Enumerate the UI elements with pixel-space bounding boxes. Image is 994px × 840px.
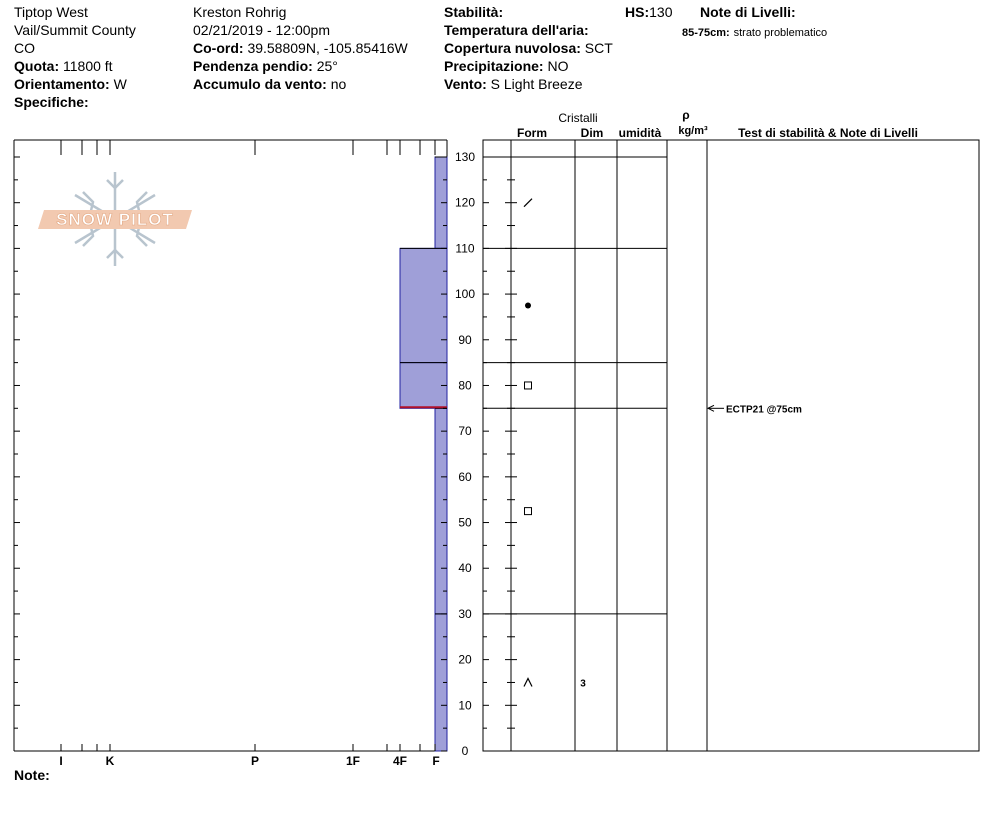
size-header: Dim <box>580 126 604 140</box>
specifics-label: Specifiche: <box>14 94 89 110</box>
slope-label: Pendenza pendio: <box>193 58 313 74</box>
faceted-crystals-icon <box>525 508 532 515</box>
hardness-label-4F: 4F <box>392 754 408 768</box>
depth-axis <box>455 150 475 758</box>
moisture-header: umidità <box>618 126 662 140</box>
crystals-header: Cristalli <box>558 111 598 125</box>
logo-text: SNOW PILOT <box>56 210 174 229</box>
precip-label: Precipitazione: <box>444 58 544 74</box>
stability-label: Stabilità: <box>444 4 504 20</box>
rho-header: ρ <box>682 108 690 122</box>
wind-loading-label: Accumulo da vento: <box>193 76 327 92</box>
observer-name: Kreston Rohrig <box>193 4 287 20</box>
wind-value: S Light Breeze <box>490 76 583 92</box>
coord-label: Co-ord: <box>193 40 244 56</box>
site-state: CO <box>14 40 35 56</box>
layer-table <box>483 140 979 751</box>
depth-tick-label-130: 130 <box>454 150 476 164</box>
elevation-value: 11800 ft <box>63 58 113 74</box>
crystal-faceted-crystals-3 <box>525 508 532 515</box>
crystal-precipitation-particles-0 <box>524 199 532 207</box>
cloud-value: SCT <box>584 40 613 56</box>
layer-note-range: 85-75cm: <box>682 27 730 39</box>
cloud-label: Copertura nuvolosa: <box>444 40 581 56</box>
depth-tick-label-50: 50 <box>458 515 472 530</box>
precipitation-particles-icon <box>524 199 532 207</box>
depth-tick-label-100: 100 <box>454 287 476 302</box>
depth-tick-label-0: 0 <box>461 744 469 758</box>
stability-notes-header: Test di stabilità & Note di Livelli <box>738 126 918 140</box>
hardness-label-I: I <box>59 754 63 768</box>
crystal-depth-hoar-4 <box>524 678 586 689</box>
crystal-size-4: 3 <box>580 678 586 690</box>
depth-tick-label-60: 60 <box>458 469 472 484</box>
rounded-grains-icon <box>525 303 531 309</box>
aspect-value: W <box>113 76 127 92</box>
crystal-faceted-crystals-2 <box>525 382 532 389</box>
depth-tick-label-20: 20 <box>458 652 472 667</box>
hardness-label-F: F <box>432 754 440 768</box>
hardness-label-1F: 1F <box>345 754 361 768</box>
snow-pilot-logo <box>38 172 192 266</box>
depth-tick-label-30: 30 <box>458 606 472 621</box>
depth-tick-label-70: 70 <box>458 424 472 439</box>
hs-value: 130 <box>649 4 673 20</box>
faceted-crystals-icon <box>525 382 532 389</box>
depth-tick-label-90: 90 <box>458 332 472 347</box>
hardness-label-K: K <box>105 754 115 768</box>
form-header: Form <box>517 126 547 140</box>
depth-tick-label-10: 10 <box>458 698 472 713</box>
depth-tick-label-120: 120 <box>454 195 476 210</box>
hardness-layer-1 <box>400 248 447 362</box>
coord-value: 39.58809N, -105.85416W <box>247 40 408 56</box>
depth-tick-label-40: 40 <box>458 561 472 576</box>
layer-notes-title: Note di Livelli: <box>700 4 796 20</box>
precip-value: NO <box>547 58 569 74</box>
aspect-label: Orientamento: <box>14 76 110 92</box>
hs-label: HS: <box>625 4 650 20</box>
elevation-label: Quota: <box>14 58 60 74</box>
observation-datetime: 02/21/2019 - 12:00pm <box>193 22 330 38</box>
density-unit-header: kg/m³ <box>678 125 708 137</box>
wind-label: Vento: <box>444 76 487 92</box>
depth-tick-label-110: 110 <box>455 241 475 256</box>
depth-tick-label-80: 80 <box>458 378 472 393</box>
hardness-layer-3 <box>435 408 447 614</box>
site-name: Tiptop West <box>14 4 88 20</box>
hardness-profile <box>14 140 447 768</box>
layer-table-frame <box>483 140 979 751</box>
slope-value: 25° <box>316 58 338 74</box>
layer-note-text: strato problematico <box>733 27 828 39</box>
wind-loading-value: no <box>330 76 347 92</box>
notes-label: Note: <box>14 767 50 783</box>
site-region: Vail/Summit County <box>14 22 136 38</box>
hardness-layer-2 <box>400 363 447 409</box>
air-temp-label: Temperatura dell'aria: <box>444 22 589 38</box>
hardness-label-P: P <box>250 754 260 768</box>
crystal-rounded-grains-1 <box>525 303 531 309</box>
stability-test-label-0: ECTP21 @75cm <box>726 404 802 416</box>
depth-hoar-icon <box>524 678 532 686</box>
